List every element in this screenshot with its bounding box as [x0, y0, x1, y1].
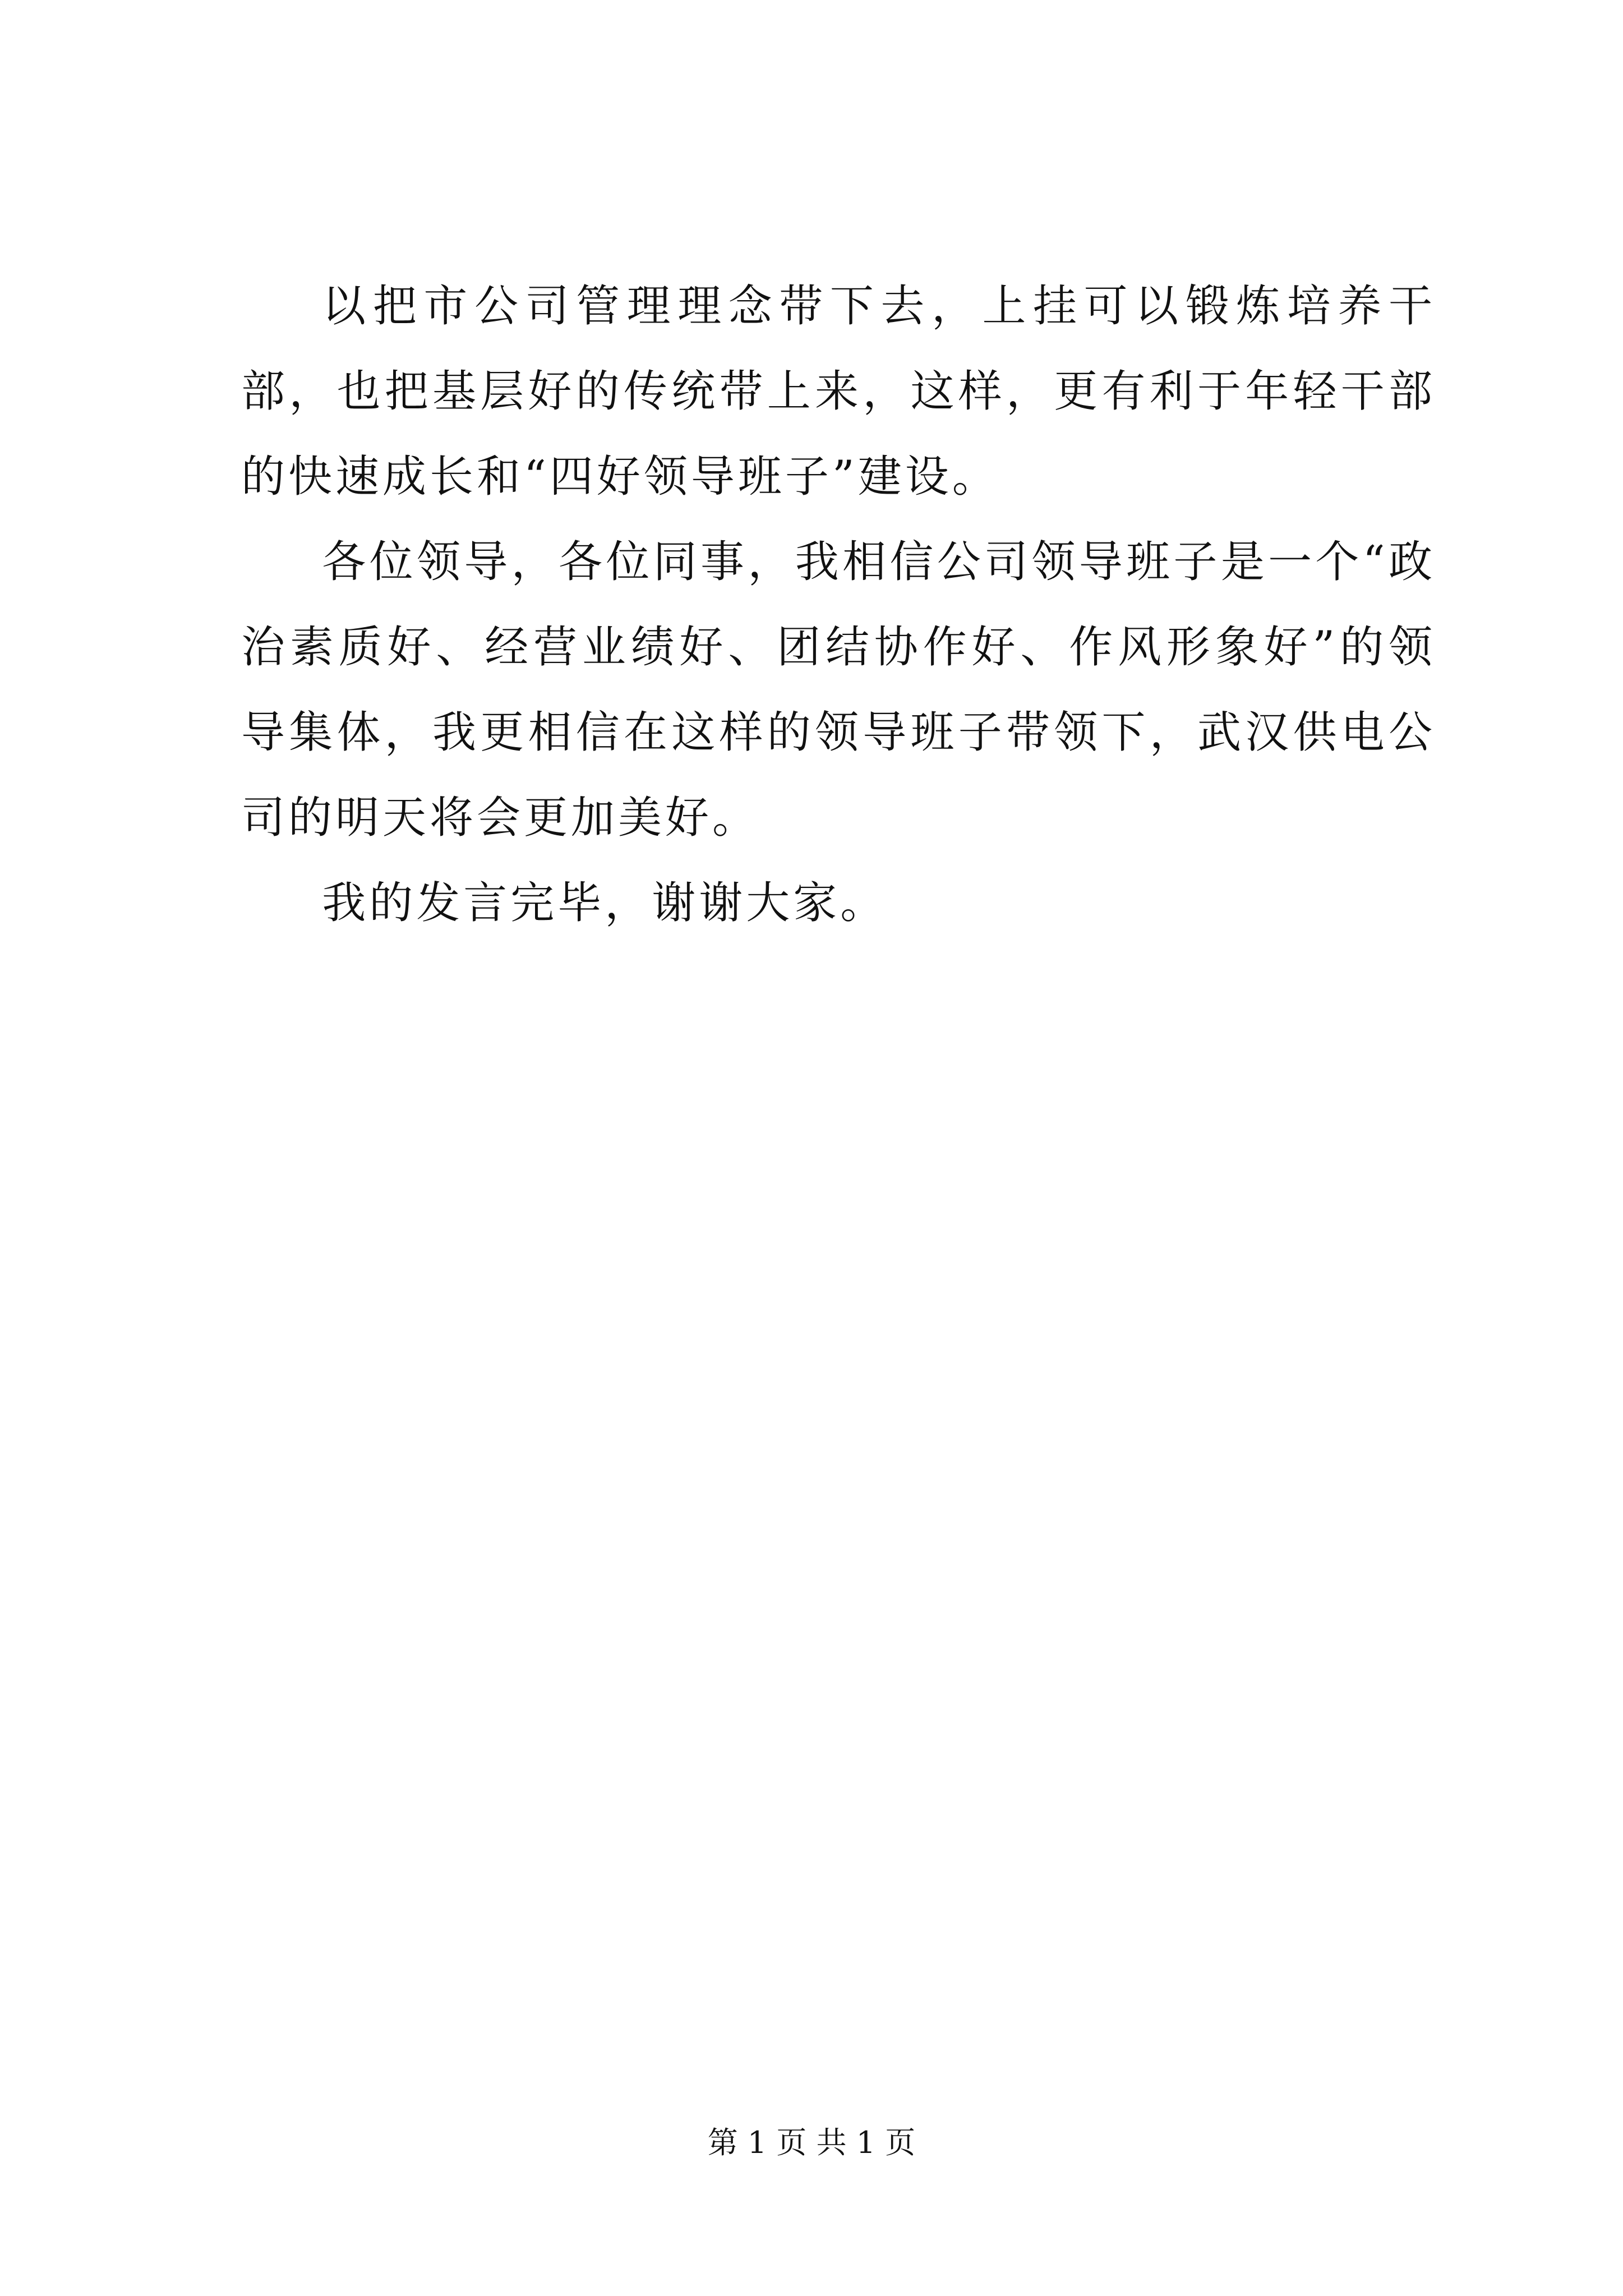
page-footer	[0, 2123, 1623, 2162]
paragraph-2: 各位领导，各位同事，我相信公司领导班子是一个“政治素质好、经营业绩好、团结协作好、作风形象好”的领导集体，我更相信在这样的领导班子带领下，武汉供电公司的明天将会更加美好。	[241, 537, 1436, 843]
document-body	[241, 264, 1436, 946]
page-number-label: 第 1 页 共 1 页	[707, 2125, 916, 2160]
paragraph-1: 以把市公司管理理念带下去，上挂可以锻炼培养干部，也把基层好的传统带上来，这样，更有利于年轻干部的快速成长和“四好领导班子”建设。	[241, 281, 1436, 502]
paragraph-3: 我的发言完毕，谢谢大家。	[322, 878, 888, 928]
